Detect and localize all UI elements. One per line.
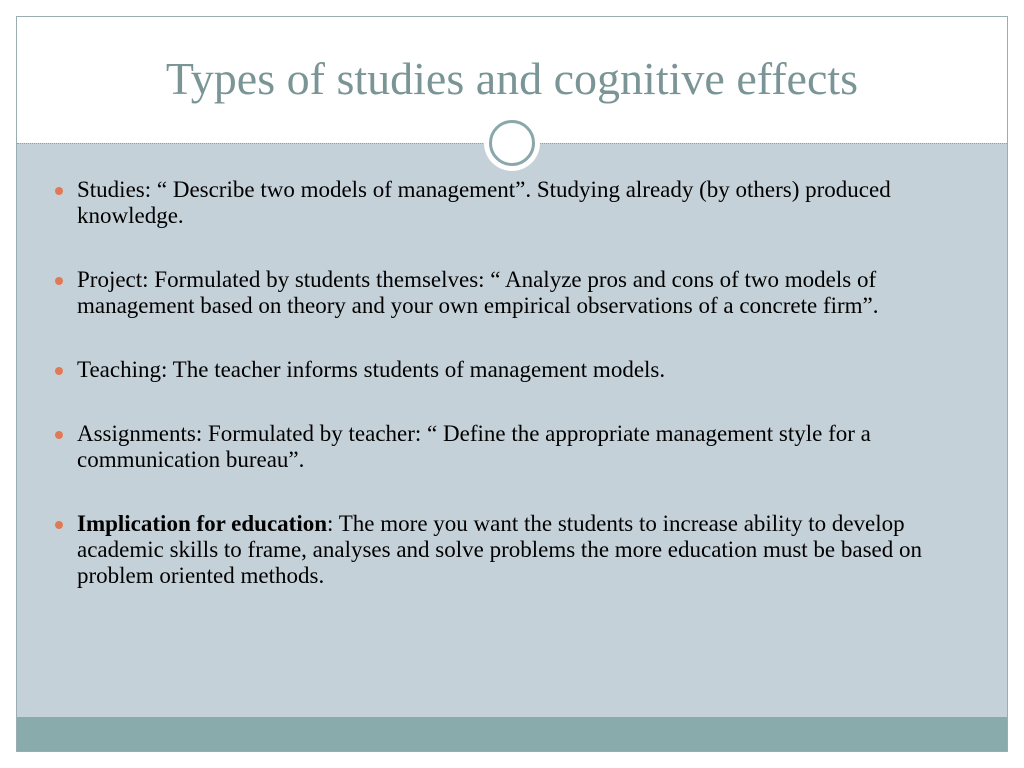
slide-title: Types of studies and cognitive effects (165, 53, 859, 104)
bullet-dot-icon (55, 521, 63, 529)
bullet-text: Studies: “ Describe two models of management”. Studying already (by others) produced knowledge. (77, 177, 891, 228)
list-item (55, 421, 975, 473)
bullet-text: Project: Formulated by students themselves: “ Analyze pros and cons of two models of management based on theory and your own empirical observations of a concrete firm”. (77, 267, 879, 318)
circle-ring-icon (484, 115, 540, 171)
bullet-dot-icon (55, 367, 63, 375)
footer-band (17, 717, 1007, 751)
bullet-text: Teaching: The teacher informs students of management models. (77, 357, 666, 382)
bullet-text: Assignments: Formulated by teacher: “ Define the appropriate management style for a communication bureau”. (77, 421, 871, 472)
ornament-ring (489, 120, 535, 166)
bullet-list (55, 177, 975, 589)
bullet-dot-icon (55, 277, 63, 285)
slide (16, 16, 1008, 752)
list-item (55, 357, 975, 383)
bullet-text: : The more you want the students to increase ability to develop academic skills to frame, analyses and solve problems the more education must be based on problem oriented methods. (77, 511, 923, 588)
list-item (55, 267, 975, 319)
bullet-dot-icon (55, 187, 63, 195)
list-item (55, 511, 975, 589)
bullet-dot-icon (55, 431, 63, 439)
list-item (55, 177, 975, 229)
bullet-bold-lead: Implication for education (77, 511, 328, 536)
